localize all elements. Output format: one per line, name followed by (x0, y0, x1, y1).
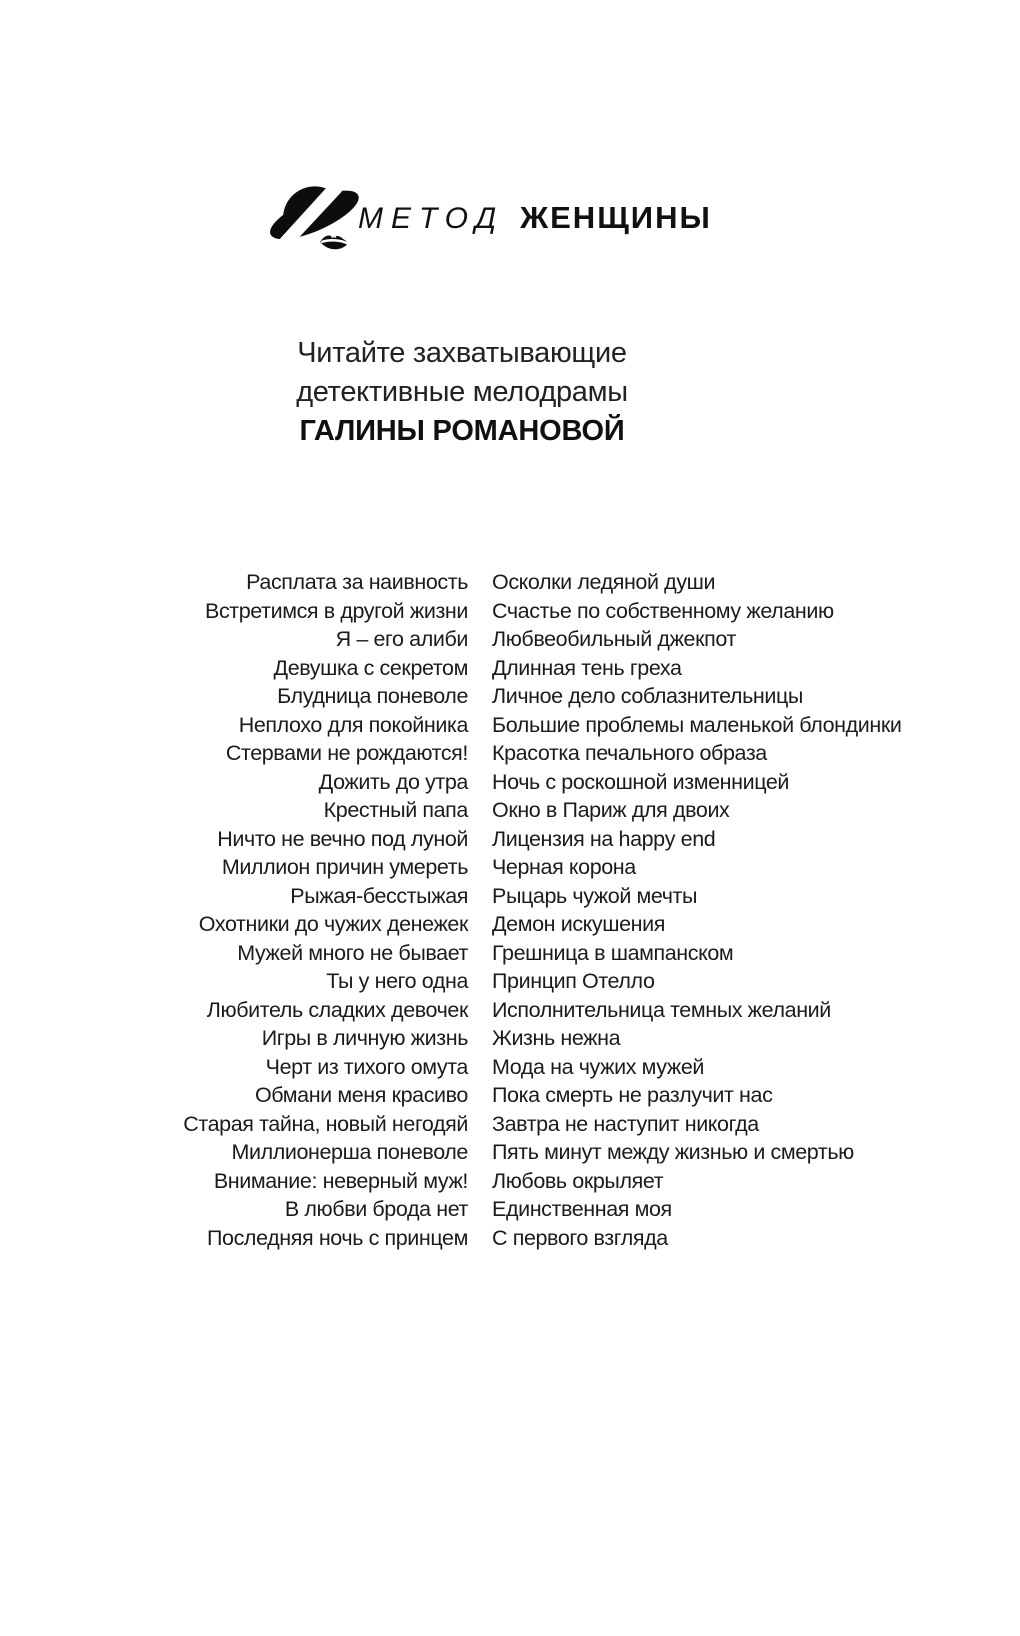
book-title: Рыжая-бесстыжая (290, 883, 468, 908)
book-title: Крестный папа (323, 798, 468, 822)
book-title: Внимание: неверный муж! (213, 1168, 468, 1193)
book-title: Лицензия на happy end (492, 826, 716, 851)
book-title: Любвеобильный джекпот (492, 627, 736, 651)
book-title: В любви брода нет (284, 1197, 468, 1221)
book-title: Встретимся в другой жизни (205, 598, 468, 623)
book-title: Неплохо для покойника (238, 712, 468, 737)
book-title: Миллионерша поневоле (231, 1140, 468, 1164)
book-title: Ты у него одна (326, 969, 468, 993)
book-title: Ничто не вечно под луной (217, 826, 468, 851)
book-title: Мужей много не бывает (237, 940, 468, 965)
book-title: Жизнь нежна (492, 1026, 621, 1050)
intro-text (247, 334, 677, 451)
book-title: Мода на чужих мужей (492, 1054, 704, 1079)
intro-line-1: Читайте захватывающие (297, 337, 627, 369)
book-title: Черная корона (492, 855, 636, 879)
book-title: Ночь с роскошной изменницей (492, 769, 790, 794)
book-title: Я – его алиби (335, 627, 468, 651)
book-title: Блудница поневоле (277, 684, 468, 708)
book-title: Грешница в шампанском (492, 940, 734, 965)
book-title: Охотники до чужих денежек (198, 912, 468, 936)
book-title: Черт из тихого омута (265, 1054, 468, 1079)
hat-and-lips-icon (260, 160, 364, 254)
book-title: Любитель сладких девочек (206, 997, 468, 1022)
series-logo-text (358, 160, 712, 236)
book-title: Пока смерть не разлучит нас (492, 1083, 773, 1107)
book-title: Большие проблемы маленькой блондинки (492, 712, 902, 737)
book-title: Завтра не наступит никогда (492, 1111, 759, 1136)
book-title: Пять минут между жизнью и смертью (492, 1140, 854, 1164)
book-title: Последняя ночь с принцем (206, 1225, 468, 1250)
book-title: Исполнительница темных желаний (492, 997, 831, 1022)
book-title: Окно в Париж для двоих (492, 798, 730, 822)
series-word-metod: МЕТОД (358, 202, 505, 235)
author-name: ГАЛИНЫ РОМАНОВОЙ (299, 415, 625, 447)
series-word-zhenshchiny: ЖЕНЩИНЫ (520, 200, 712, 235)
book-title: Старая тайна, новый негодяй (183, 1111, 468, 1136)
intro-line-2: детективные мелодрамы (296, 376, 628, 408)
book-title: Девушка с секретом (273, 655, 468, 680)
book-title: Единственная моя (492, 1197, 672, 1221)
book-title: Осколки ледяной души (492, 570, 716, 594)
series-logo (260, 160, 712, 254)
book-title: Личное дело соблазнительницы (492, 684, 803, 708)
book-title: Игры в личную жизнь (261, 1026, 468, 1050)
book-title: Расплата за наивность (246, 570, 468, 594)
book-title: Демон искушения (492, 912, 665, 936)
book-title: Красотка печального образа (492, 741, 767, 765)
book-title: Счастье по собственному желанию (492, 598, 834, 623)
book-title: Рыцарь чужой мечты (492, 883, 698, 908)
book-title: Любовь окрыляет (492, 1168, 664, 1193)
book-title: Обмани меня красиво (254, 1083, 468, 1107)
book-title: Стервами не рождаются! (225, 741, 468, 765)
book-title: Миллион причин умереть (221, 855, 468, 879)
book-title: С первого взгляда (492, 1225, 668, 1250)
book-title: Дожить до утра (318, 769, 468, 794)
book-title: Принцип Отелло (492, 969, 655, 993)
book-list-right-column (492, 568, 922, 1252)
book-list-left-column (100, 568, 468, 1252)
book-title: Длинная тень греха (492, 655, 682, 680)
